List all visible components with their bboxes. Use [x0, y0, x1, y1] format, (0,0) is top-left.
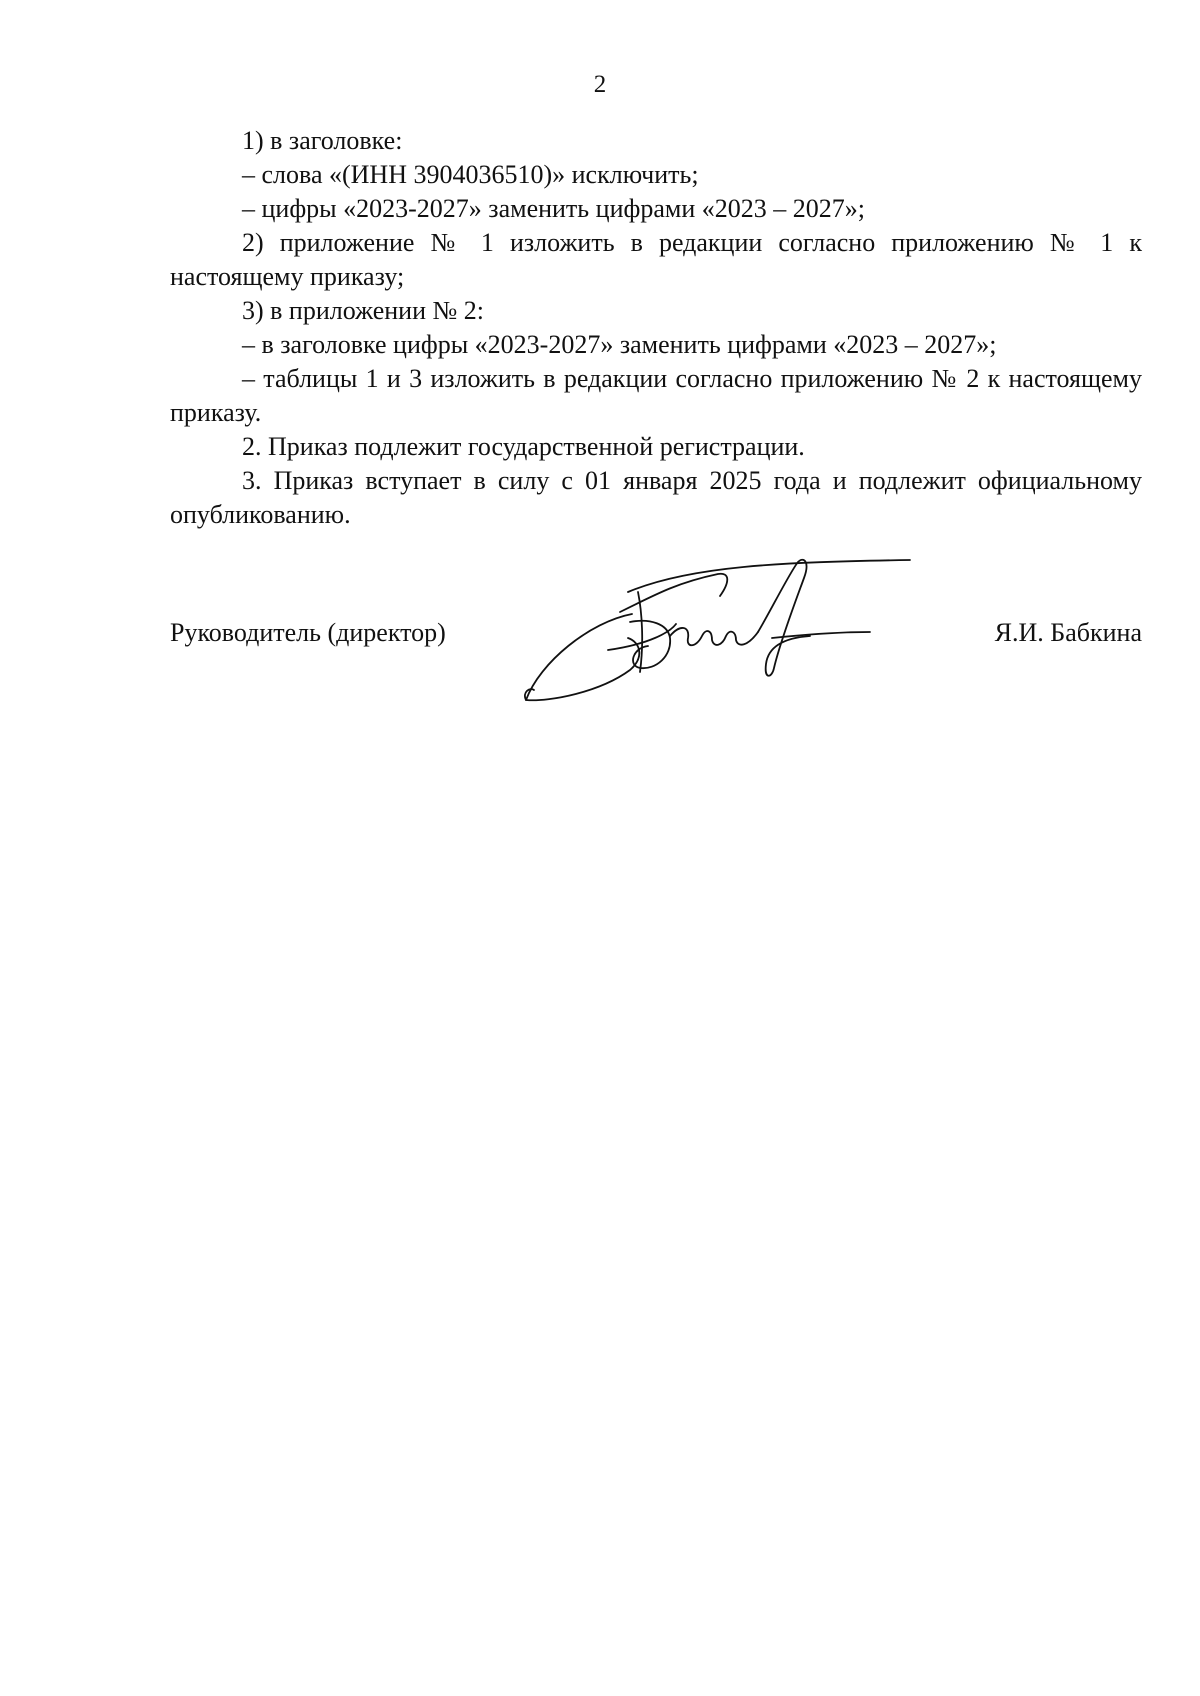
page-number: 2 [593, 71, 607, 98]
signatory-name: Я.И. Бабкина [994, 618, 1142, 647]
paragraph: – в заголовке цифры «2023-2027» заменить цифрами «2023 – 2027»; [242, 330, 997, 359]
signatory-title: Руководитель (директор) [170, 618, 446, 647]
paragraph: 1) в заголовке: [242, 126, 403, 155]
paragraph: – таблицы 1 и 3 изложить в редакции согласно приложению № 2 к настоящему приказу. [170, 364, 1142, 427]
handwritten-signature [520, 552, 920, 712]
paragraph: 2. Приказ подлежит государственной регистрации. [242, 432, 805, 461]
document-body [170, 124, 1142, 532]
paragraph: 3. Приказ вступает в силу с 01 января 2025 года и подлежит официальному опубликованию. [170, 466, 1142, 529]
paragraph: 2) приложение № 1 изложить в редакции согласно приложению № 1 к настоящему приказу; [170, 228, 1142, 291]
paragraph: – цифры «2023-2027» заменить цифрами «2023 – 2027»; [242, 194, 865, 223]
paragraph: – слова «(ИНН 3904036510)» исключить; [242, 160, 699, 189]
paragraph: 3) в приложении № 2: [242, 296, 485, 325]
